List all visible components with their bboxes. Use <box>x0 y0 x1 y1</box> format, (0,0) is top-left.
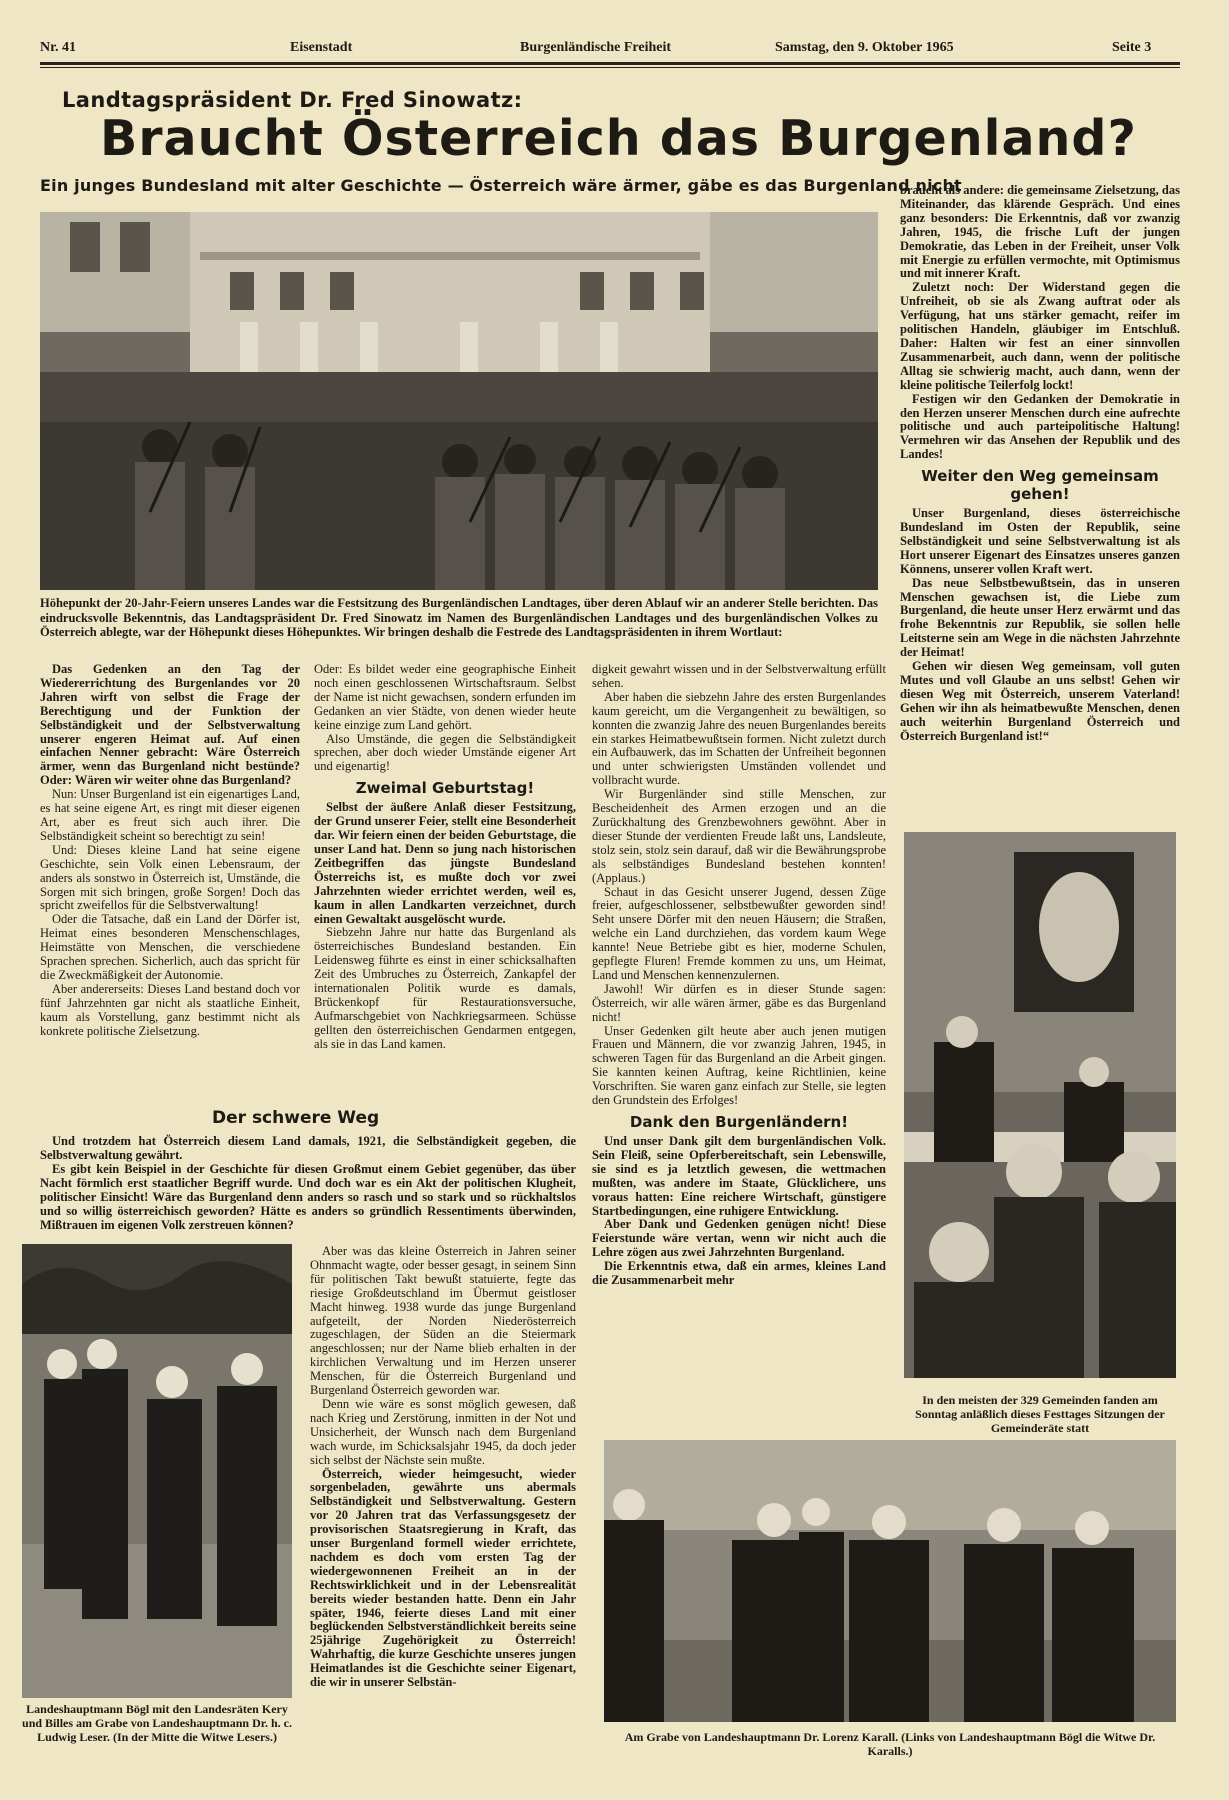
paragraph: Es gibt kein Beispiel in der Geschichte für diesen Großmut einem Gebiet gegenüber, das über Nacht förmlich erst staatlicher Begriff wurde. Und doch war es ein Akt der politischen Klugheit, politischer Einsicht! Wäre das Burgenland denn anders so rasch und so stark und so rückhaltslos und so willig österreichisch geworden? Hätte es anders so gründlich Ressentiments überwinden, Mißtrauen im eigenen Volk zerstreuen können? <box>40 1162 576 1232</box>
paragraph: Aber andererseits: Dieses Land bestand doch vor fünf Jahrzehnten gar nicht als staatliche Einheit, kaum als Vorstellung, ganz bestimmt nicht als konkrete politische Zielsetzung. <box>40 981 300 1038</box>
masthead-rule <box>40 62 1180 65</box>
paragraph: Denn wie wäre es sonst möglich gewesen, daß nach Krieg und Zerstörung, inmitten in der Not und Unsicherheit, der Wunsch nach dem Burgenland wach wurde, im Schicksalsjahr 1945, da doch jeder sich selbst der Nächste sein mußte. <box>310 1396 576 1467</box>
paragraph: Nun: Unser Burgenland ist ein eigenartiges Land, es hat seine eigene Art, es ringt mit dieser eigenen Art, aber es freut sich auch ihrer. Die Selbständigkeit scheint so berechtigt zu sein! <box>40 787 300 843</box>
paragraph: Das neue Selbstbewußtsein, das in unseren Menschen gewachsen ist, die Liebe zum Burgenland, die heute unser Herz erwärmt und das frohe Bekenntnis zur Republik, sie sollen helle Leitsterne sein am Wege in die nächsten Jahrzehnte der Heimat! <box>900 575 1180 660</box>
paragraph: Und unser Dank gilt dem burgenländischen Volk. Sein Fleiß, seine Opferbereitschaft, sein Lebenswille, sie sind es ja letztlich gewesen, die wettmachen mußten, was andere im Staate, Glücklichere, uns voraus hatten: Eine reichere Wirtschaft, günstigere Startbedingungen, eine ruhigere Entwicklung. <box>592 1134 886 1218</box>
grave-photo-image <box>22 1244 292 1698</box>
column-2 <box>314 663 576 1105</box>
caption-gemeinden: In den meisten der 329 Gemeinden fanden am Sonntag anläßlich dieses Festtages Sitzungen der Gemeinderäte statt <box>915 1393 1165 1435</box>
paragraph: Aber was das kleine Österreich in Jahren seiner Ohnmacht wagte, oder besser gesagt, in seinem Sinn für politischen Takt bewußt statuierte, fegte das riesige Großdeutschland im Übermut geistloser Macht hinweg. 1938 wurde das junge Burgenland aufgeteilt, der Norden Niederösterreich zugeschlagen, der Süden an die Steiermark angeschlossen; nur der Name blieb erhalten in der kirchlichen Verwaltung und im Herzen unserer Menschen, für die Österreich Burgenland und Burgenland Österreich geworden war. <box>310 1245 576 1398</box>
ceremony-image <box>40 212 878 590</box>
paragraph: Siebzehn Jahre nur hatte das Burgenland als österreichisches Bundesland bestanden. Ein Leidensweg führte es einst in einer schicksalhaften Zeit des Umbruches zu Österreich, Zankapfel der internationalen Politik wurde es damals, Brückenkopf für Restaurationsversuche, Aufmarschgebiet von Nachkriegsarmeen. Schüsse gellten den österreichischen Gendarmen entgegen, als sie in das Land kamen. <box>314 925 576 1051</box>
page-number: Seite 3 <box>1112 40 1152 55</box>
paragraph: Die Erkenntnis etwa, daß ein armes, kleines Land die Zusammenarbeit mehr <box>592 1259 886 1288</box>
paragraph: Und: Dieses kleine Land hat seine eigene Geschichte, sein Volk einen Lebensraum, der anders als sonstwo in Österreich ist, Umstände, die Sorgen mit sich bringen, große Sorgen! Doch das spricht zweifellos für die Selbstverwaltung! <box>40 842 300 913</box>
paragraph: Unser Gedenken gilt heute aber auch jenen mutigen Frauen und Männern, die vor zwanzig Jahren, 1945, in schweren Tagen für das Burgenland an die Arbeit gingen. Sie kannten keinen Auftrag, keine Richtlinien, keine Vorschriften. Sie waren ganz einfach zur Stelle, sie legten den Grundstein des Erfolges! <box>592 1023 886 1108</box>
photo-gemeinderat <box>904 832 1176 1378</box>
paragraph: Wir Burgenländer sind stille Menschen, zur Bescheidenheit des Armen erzogen und an die Zurückhaltung des Grenzbewohners gewöhnt. Aber in dieser Stunde der verdienten Freude laßt uns, Landsleute, stolz sein, stolz sein darauf, daß wir die Bewährungsprobe als selbständiges Bundesland bestehen konnten! (Applaus.) <box>592 787 886 885</box>
paragraph: braucht als andere: die gemeinsame Zielsetzung, das Miteinander, das klärende Gespräch. Und eines ganz besonders: Die Erkenntnis, daß vor zwanzig Jahren, 1945, die frische Luft der jungen Demokratie, das Leben in der Freiheit, unser Volk mit Energie zu erfüllen vermochte, mit Optimismus und mit innerer Kraft. <box>900 184 1180 281</box>
paragraph: Festigen wir den Gedanken der Demokratie in den Herzen unserer Menschen durch eine aufrechte politische und auch parteipolitische Haltung! Vermehren wir das Ansehen der Republik und des Landes! <box>900 391 1180 462</box>
subheading-schwerer-weg: Der schwere Weg <box>212 1108 380 1128</box>
masthead-place: Eisenstadt <box>290 40 353 55</box>
subhead: Ein junges Bundesland mit alter Geschichte — Österreich wäre ärmer, gäbe es das Burgenland nicht <box>40 176 962 195</box>
paragraph: digkeit gewahrt wissen und in der Selbstverwaltung erfüllt sehen. <box>592 663 886 690</box>
caption-boegl: Landeshauptmann Bögl mit den Landesräten Kery und Billes am Grabe von Landeshauptmann Dr. h. c. Ludwig Leser. (In der Mitte die Witwe Lesers.) <box>22 1702 292 1744</box>
paragraph: Schaut in das Gesicht unserer Jugend, dessen Züge freier, aufgeschlossener, selbstbewußter geworden sind! Seht unsere Dörfer mit den neuen Häusern; die Straßen, welche ein Land durchziehen, das vordem kaum Wege kannte! Neue Betriebe gibt es hier, moderne Schulen, gepflegte Fluren! Fremde kommen zu uns, um Heimat, Land und Menschen kennenzulernen. <box>592 884 886 982</box>
column-mid <box>310 1245 576 1755</box>
subheading-zweimal: Zweimal Geburtstag! <box>355 779 535 798</box>
photo-karall <box>604 1440 1176 1722</box>
paragraph: Österreich, wieder heimgesucht, wieder sorgenbeladen, gewährte uns abermals Selbständigkeit und Selbstverwaltung. Gestern vor 20 Jahren trat das Verfassungsgesetz der provisorischen Staatsregierung in Kraft, das unser Burgenland formell wieder errichtete, nachdem es doch vom ersten Tag der wiedergewonnenen Freiheit an in der Rechtswirklichkeit und in der Lebensrealität bereits wieder bestanden hatte. Denn ein Jahr später, 1946, feierte dieses Land mit einer beglückenden Selbstverständlichkeit bereits seine 25jährige Zugehörigkeit zu Österreich! Wahrhaftig, die kurze Geschichte unseres jungen Heimatlandes ist die Geschichte seiner Eigenart, die wir in unserer Selbstän- <box>310 1466 576 1690</box>
council-session-image <box>904 832 1176 1378</box>
paragraph: Zuletzt noch: Der Widerstand gegen die Unfreiheit, ob sie als Zwang auftrat oder als Verfügung, hat uns stärker gemacht, reifer im politischen Handeln, gläubiger im Entschluß. Daher: Halten wir fest an einer sinnvollen Zusammenarbeit, auch dann, wenn der politische Alltag sie schwierig macht, auch dann, wenn der kleine politische Teilerfolg lockt! <box>900 280 1180 392</box>
column-1 <box>40 663 300 1105</box>
masthead-rule-thin <box>40 67 1180 68</box>
paragraph: Aber Dank und Gedenken genügen nicht! Diese Feierstunde wäre vertan, wenn wir nicht auch die Lehre zögen aus zwei Jahrzehnten Burgenland. <box>592 1217 886 1260</box>
masthead-date: Samstag, den 9. Oktober 1965 <box>775 40 954 55</box>
paragraph: Oder: Es bildet weder eine geographische Einheit noch einen geschlossenen Wirtschaftsraum. Selbst der Name ist nicht gewachsen, sondern erfunden im Gedanken an vier Städte, von denen wieder heute keine einzige zum Land gehört. <box>314 663 576 732</box>
schwerer-weg-block <box>40 1134 576 1232</box>
subheading-weiter: Weiter den Weg gemeinsam gehen! <box>921 467 1159 504</box>
paragraph: Gehen wir diesen Weg gemeinsam, voll guten Mutes und voll Glaube an uns selbst! Gehen wir diesen Weg mit Österreich, unserem Vaterland! Gehen wir ihn als heimatbewußte Menschen, denen auch weiterhin Burgenland Österreich und Österreich Burgenland ist!“ <box>900 659 1180 743</box>
photo-boegl <box>22 1244 292 1698</box>
masthead-paper: Burgenländische Freiheit <box>520 40 672 55</box>
paragraph: Also Umstände, die gegen die Selbständigkeit sprechen, aber doch wieder Umstände eigener Art und eigenartig! <box>314 731 576 774</box>
subheading-dank: Dank den Burgenländern! <box>629 1113 849 1131</box>
kicker: Landtagspräsident Dr. Fred Sinowatz: <box>62 88 523 112</box>
main-photo <box>40 212 878 590</box>
column-4 <box>900 184 1180 824</box>
paragraph: Jawohl! Wir dürfen es in dieser Stunde sagen: Österreich, wir alle wären ärmer, gäbe es das Burgenland nicht! <box>592 981 886 1024</box>
paragraph: Und trotzdem hat Österreich diesem Land damals, 1921, die Selbständigkeit gegeben, die Selbstverwaltung gewährt. <box>40 1134 576 1162</box>
issue-number: Nr. 41 <box>40 40 77 55</box>
masthead <box>40 38 1180 60</box>
paragraph: Aber haben die siebzehn Jahre des ersten Burgenlandes kaum gereicht, um die Vergangenheit zu bewältigen, so konnten die zwanzig Jahre des neuen Burgenlandes bereits ein starkes Heimatbewußtsein formen. Nicht zuletzt durch ein Aufbauwerk, das im Schatten der Unfreiheit begonnen und unter schwierigsten Umständen vollendet und vollbracht wurde. <box>592 689 886 788</box>
column-3 <box>592 663 886 1411</box>
main-photo-caption: Höhepunkt der 20-Jahr-Feiern unseres Landes war die Festsitzung des Burgenländischen Landtages, über deren Ablauf wir an anderer Stelle berichten. Das eindrucksvolle Bekenntnis, das Landtagspräsident Dr. Fred Sinowatz im Namen des Burgenländischen Landtages und des burgenländischen Volkes zu Österreich ablegte, war der Höhepunkt dieses Höhepunktes. Wir bringen deshalb die Festrede des Landtagspräsidenten in ihrem Wortlaut: <box>40 596 878 639</box>
paragraph: Oder die Tatsache, daß ein Land der Dörfer ist, Heimat eines besonderen Menschenschlages, Heimstätte von Menschen, die verschiedene Sprachen sprechen. Sicherlich, auch das spricht für die Zweckmäßigkeit der Autonomie. <box>40 912 300 982</box>
paragraph: Unser Burgenland, dieses österreichische Bundesland im Osten der Republik, seine Selbständigkeit und seine Selbstverwaltung ist als Hort unserer Eigenart des Einsatzes unseres ganzen Könnens, unserer vollen Kraft wert. <box>900 506 1180 576</box>
caption-karall: Am Grabe von Landeshauptmann Dr. Lorenz Karall. (Links von Landeshauptmann Bögl die Witwe Dr. Karalls.) <box>624 1730 1156 1758</box>
page-title: Braucht Österreich das Burgenland? <box>100 110 1137 167</box>
paragraph: Selbst der äußere Anlaß dieser Festsitzung, der Grund unserer Feier, stellt eine Besonderheit dar. Wir feiern einen der beiden Geburtstage, die unser Land hat. Denn so jung nach historischen Zeitbegriffen das jüngste Bundesland Österreichs ist, es mußte doch vor zwei Jahrzehnten wieder errichtet werden, weil es, kaum in allen Landkarten verzeichnet, durch einen Gewaltakt ausgelöscht wurde. <box>314 800 576 926</box>
karall-grave-image <box>604 1440 1176 1722</box>
paragraph: Das Gedenken an den Tag der Wiedererrichtung des Burgenlandes vor 20 Jahren wirft von selbst die Frage der Berechtigung und der Funktion der Selbständigkeit und der Selbstverwaltung unserer engeren Heimat auf. Auf einen einfachen Nenner gebracht: Wäre Österreich ärmer, wenn das Burgenland nicht bestünde? Oder: Wären wir weiter ohne das Burgenland? <box>40 663 300 788</box>
